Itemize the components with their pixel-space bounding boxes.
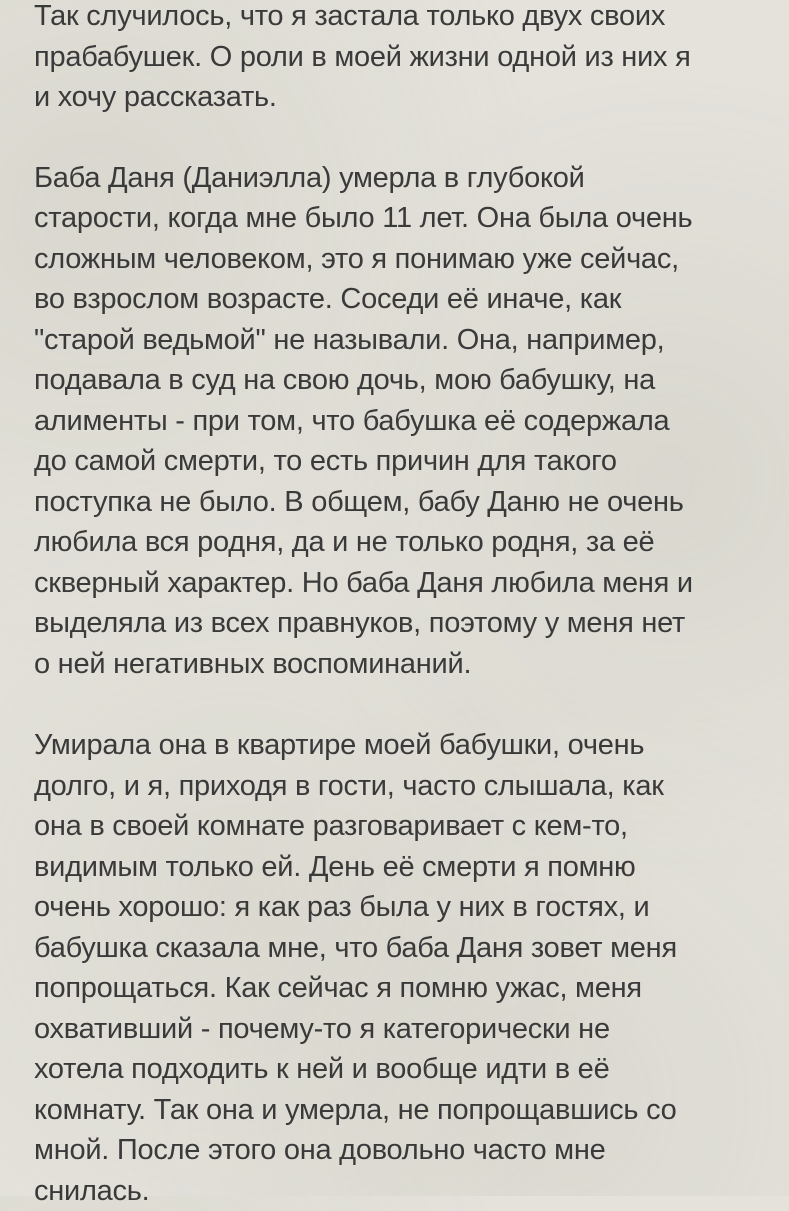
paragraph-baba-danya: [34, 158, 771, 685]
paragraph-intro: [34, 0, 771, 118]
text-line: выделяла из всех правнуков, поэтому у меня нет: [34, 603, 771, 644]
text-line: прабабушек. О роли в моей жизни одной из них я: [34, 37, 771, 78]
text-line: долго, и я, приходя в гости, часто слышала, как: [34, 766, 771, 807]
text-line: скверный характер. Но баба Даня любила меня и: [34, 563, 771, 604]
text-line: алименты - при том, что бабушка её содержала: [34, 401, 771, 442]
text-line: старости, когда мне было 11 лет. Она была очень: [34, 198, 771, 239]
text-line: снилась.: [34, 1171, 771, 1211]
text-line: Так случилось, что я застала только двух своих: [34, 0, 771, 37]
text-line: охвативший - почему-то я категорически не: [34, 1009, 771, 1050]
text-line: во взрослом возрасте. Соседи её иначе, как: [34, 279, 771, 320]
paragraph-death: [34, 725, 771, 1211]
text-line: Баба Даня (Даниэлла) умерла в глубокой: [34, 158, 771, 199]
text-line: бабушка сказала мне, что баба Даня зовет меня: [34, 928, 771, 969]
text-line: сложным человеком, это я понимаю уже сейчас,: [34, 239, 771, 280]
text-line: попрощаться. Как сейчас я помню ужас, меня: [34, 968, 771, 1009]
text-line: и хочу рассказать.: [34, 77, 771, 118]
text-line: "старой ведьмой" не называли. Она, например,: [34, 320, 771, 361]
text-line: хотела подходить к ней и вообще идти в её: [34, 1049, 771, 1090]
text-line: подавала в суд на свою дочь, мою бабушку, на: [34, 360, 771, 401]
text-line: видимым только ей. День её смерти я помню: [34, 847, 771, 888]
text-line: поступка не было. В общем, бабу Даню не очень: [34, 482, 771, 523]
text-line: о ней негативных воспоминаний.: [34, 644, 771, 685]
text-line: комнату. Так она и умерла, не попрощавшись со: [34, 1090, 771, 1131]
text-line: Умирала она в квартире моей бабушки, очень: [34, 725, 771, 766]
text-line: очень хорошо: я как раз была у них в гостях, и: [34, 887, 771, 928]
text-line: любила вся родня, да и не только родня, за её: [34, 522, 771, 563]
text-line: она в своей комнате разговаривает с кем-то,: [34, 806, 771, 847]
text-line: мной. После этого она довольно часто мне: [34, 1130, 771, 1171]
text-line: до самой смерти, то есть причин для такого: [34, 441, 771, 482]
